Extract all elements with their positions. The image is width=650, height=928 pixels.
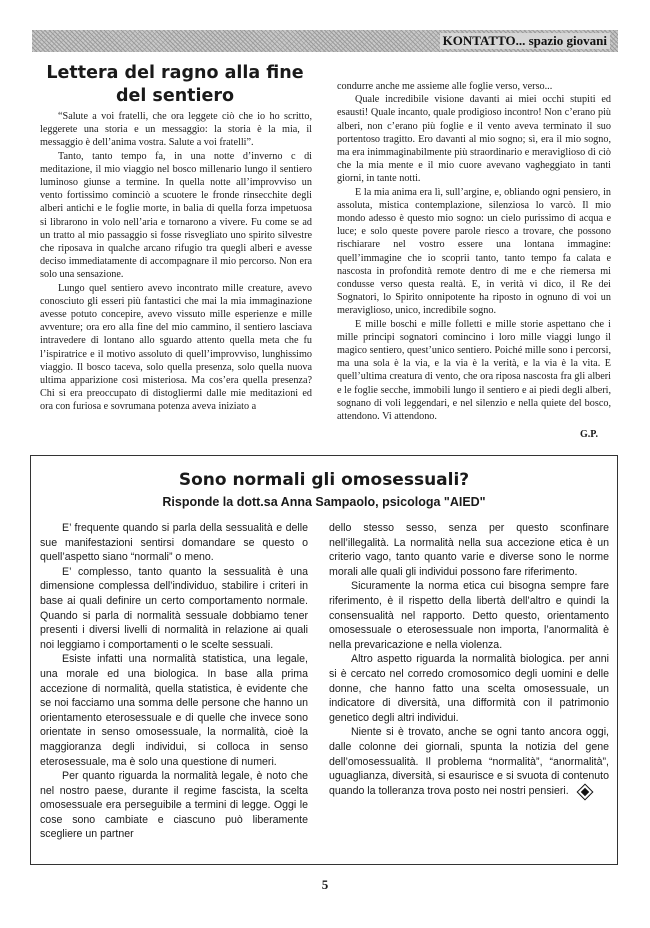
letter-paragraph: Tanto, tanto tempo fa, in una notte d’inverno c di meditazione, il mio viaggio nel bosco millenario lungo il sentiero luminoso giunse a termine. In quella notte all’improvviso un vento fortissimo cominciò a scuotere le fronde rinsecchite degli alberi antichi e le foglie morte, in balia di quella forza impetuosa si librarono in volo nell’aria e tornarono a vivere. Fu come se ad un tratto al mio passaggio si fosse risvegliato uno spirito silvestre che riposava in qualche arcano rifugio tra quegli alberi e avesse deciso immediatamente di accompagnare il mio percorso. Non era solo una sensazione. [40, 150, 312, 281]
article-paragraph: E’ complesso, tanto quanto la sessualità è una dimensione complessa dell’individuo, stabilire i criteri in base ai quali definire un certo comportamento normale. Quando si parla di normalità sessuale dobbiamo tener presenti i diversi livelli di normalità in relazione ai quali noi leggiamo i comportamenti o le scelte sessuali. [40, 565, 308, 651]
article-paragraph-last [329, 725, 609, 798]
article-right-column [329, 521, 609, 798]
diamond-end-mark-icon [576, 783, 593, 800]
section-title: KONTATTO... spazio giovani [440, 33, 610, 49]
article-paragraph: Per quanto riguarda la normalità legale, è noto che nel nostro paese, durante il regime fascista, la scelta omosessuale era perseguibile a termini di legge. Oggi le cose sono cambiate e ciascuno può liberamente scegliere un partner [40, 770, 308, 841]
letter-paragraph: “Salute a voi fratelli, che ora leggete ciò che io ho scritto, leggerete una storia e un messaggio: la storia è la mia, il messaggio è dell’anima vostra. Salute a voi fratelli”. [40, 111, 312, 149]
article-left-column [40, 521, 308, 842]
article-paragraph: E’ frequente quando si parla della sessualità e delle sue manifestazioni sentirsi domandare se questo o quell’aspetto siano “normali” o meno. [40, 522, 308, 564]
letter-title-line-2: del sentiero [115, 86, 235, 106]
header-bar [32, 30, 618, 52]
letter-paragraph: condurre anche me assieme alle foglie verso, verso... [337, 81, 553, 92]
article-paragraph: Sicuramente la norma etica cui bisogna sempre fare riferimento, è il rispetto della libertà dell’altro e quindi la consensualità nel rapporto. Detto questo, orientamento omosessuale o eterosessuale non importa, l’anormalità è nella prevaricazione e nella violenza. [329, 580, 609, 651]
letter-paragraph: Lungo quel sentiero avevo incontrato mille creature, avevo conosciuto gli esseri più fantastici che mai la mia immaginazione avesse potuto concepire, avevo vissuto mille esperienze e mille avventure; ora ero alla fine del mio cammino, il sentiero lasciava intravedere di lontano allo sguardo attento quella meta che fu l’ispiratrice e il motivo assoluto di quell’improvviso, lunghissimo viaggio. Il bosco taceva, solo quella presenza, solo quella nuova ultima apparizione così misteriosa. Ma cos’era quella presenza? Chi si era preoccupato di distogliermi dalle mie meditazioni ed ora con furiosa e sovrumana potenza aveva iniziato a [40, 282, 312, 413]
letter-right-column [337, 80, 611, 423]
letter-paragraph: Quale incredibile visione davanti ai miei occhi stupiti ed esausti! Quale incanto, quale prodigioso incontro! Non c’erano più alberi, non c’erano più foglie e il vento aveva terminato il suo portentoso tragitto. Ero davanti al mio sogno; sì, era il mio sogno, ma era inimmaginabilmente più straordinario e meraviglioso di ciò che la mia mente e il mio cuore avevano vagheggiato in tanti giorni, in tante notti. [337, 94, 611, 185]
article-paragraph: dello stesso sesso, senza per questo sconfinare nell’illegalità. La normalità nella sua accezione etica è un criterio vago, tanto quanto varie e diverse sono le norme morali alle quali gli individui possono fare riferimento. [329, 522, 609, 578]
article-paragraph-text: Niente si è trovato, anche se ogni tanto ancora oggi, dalle colonne dei giornali, spunta la notizia del gene dell’omosessualità. Il problema “normalità”, “anormalità”, uguaglianza, diversità, si esaurisce e si svuota di contenuto quando la tolleranza trova posto nei nostri pensieri. [329, 726, 609, 797]
article-title: Sono normali gli omosessuali? [178, 470, 470, 490]
letter-paragraph: E la mia anima era lì, sull’argine, e, obliando ogni pensiero, in assoluta, mistica contemplazione, silenziosa lo varcò. Il mio mondo adesso è questo mio sogno: un cielo purissimo di acqua e luce; e solo queste povere parole riesco a trovare, che possono rischiarare nel vostro essere una lontana immagine: quell’immagine che io scoprii tanto, tanto tempo fa calata e nascosta in profondità remote dentro di me e che riemersa mi condusse verso questa realtà. E, in verità vi dico, il Re dei Sognatori, lo Spirito onnipotente ha riposto in ognuno di voi un meraviglioso, unico, incredibile sogno. [337, 186, 611, 317]
letter-signature: G.P. [580, 429, 598, 440]
article-paragraph: Altro aspetto riguarda la normalità biologica. per anni si è cercato nel corredo cromosomico degli uomini e delle donne, che hanno fatto una scelta omosessuale, un indicatore di diversità, una difformità con il patrimonio genetico degli altri individui. [329, 653, 609, 724]
article-paragraph: Esiste infatti una normalità statistica, una legale, una morale ed una biologica. In base alla prima accezione di normalità, quella statistica, è evidente che se noi facciamo una somma delle persone che hanno un orientamento eterosessuale e di quelle che invece sono orientate in senso omosessuale, la normalità, cioè la maggioranza degli individui, si colloca in senso eterosessuale, ma è solo una questione di numeri. [40, 653, 308, 768]
article-subtitle: Risponde la dott.sa Anna Sampaolo, psicologa "AIED" [162, 495, 486, 509]
letter-title [40, 62, 310, 108]
page-number: 5 [321, 877, 329, 892]
letter-title-line-1: Lettera del ragno alla fine [46, 63, 304, 83]
letter-paragraph: E mille boschi e mille folletti e mille storie aspettano che i mille principi sognatori comincino i loro mille viaggi lungo il magico sentiero, quest’unico sentiero. Poiché mille sono i percorsi, ma una sola è la via, e la via è la verità, e la via è la vita. E quell’ultima creatura di vento, che ora riposa nascosta fra gli alberi e le foglie secche, immobili lungo il sentiero e ai piedi degli alberi, sognano di voli leggendari, e nel silenzio e nella quiete del bosco, attendono. Vi attendono. [337, 318, 611, 423]
letter-left-column [40, 110, 312, 414]
